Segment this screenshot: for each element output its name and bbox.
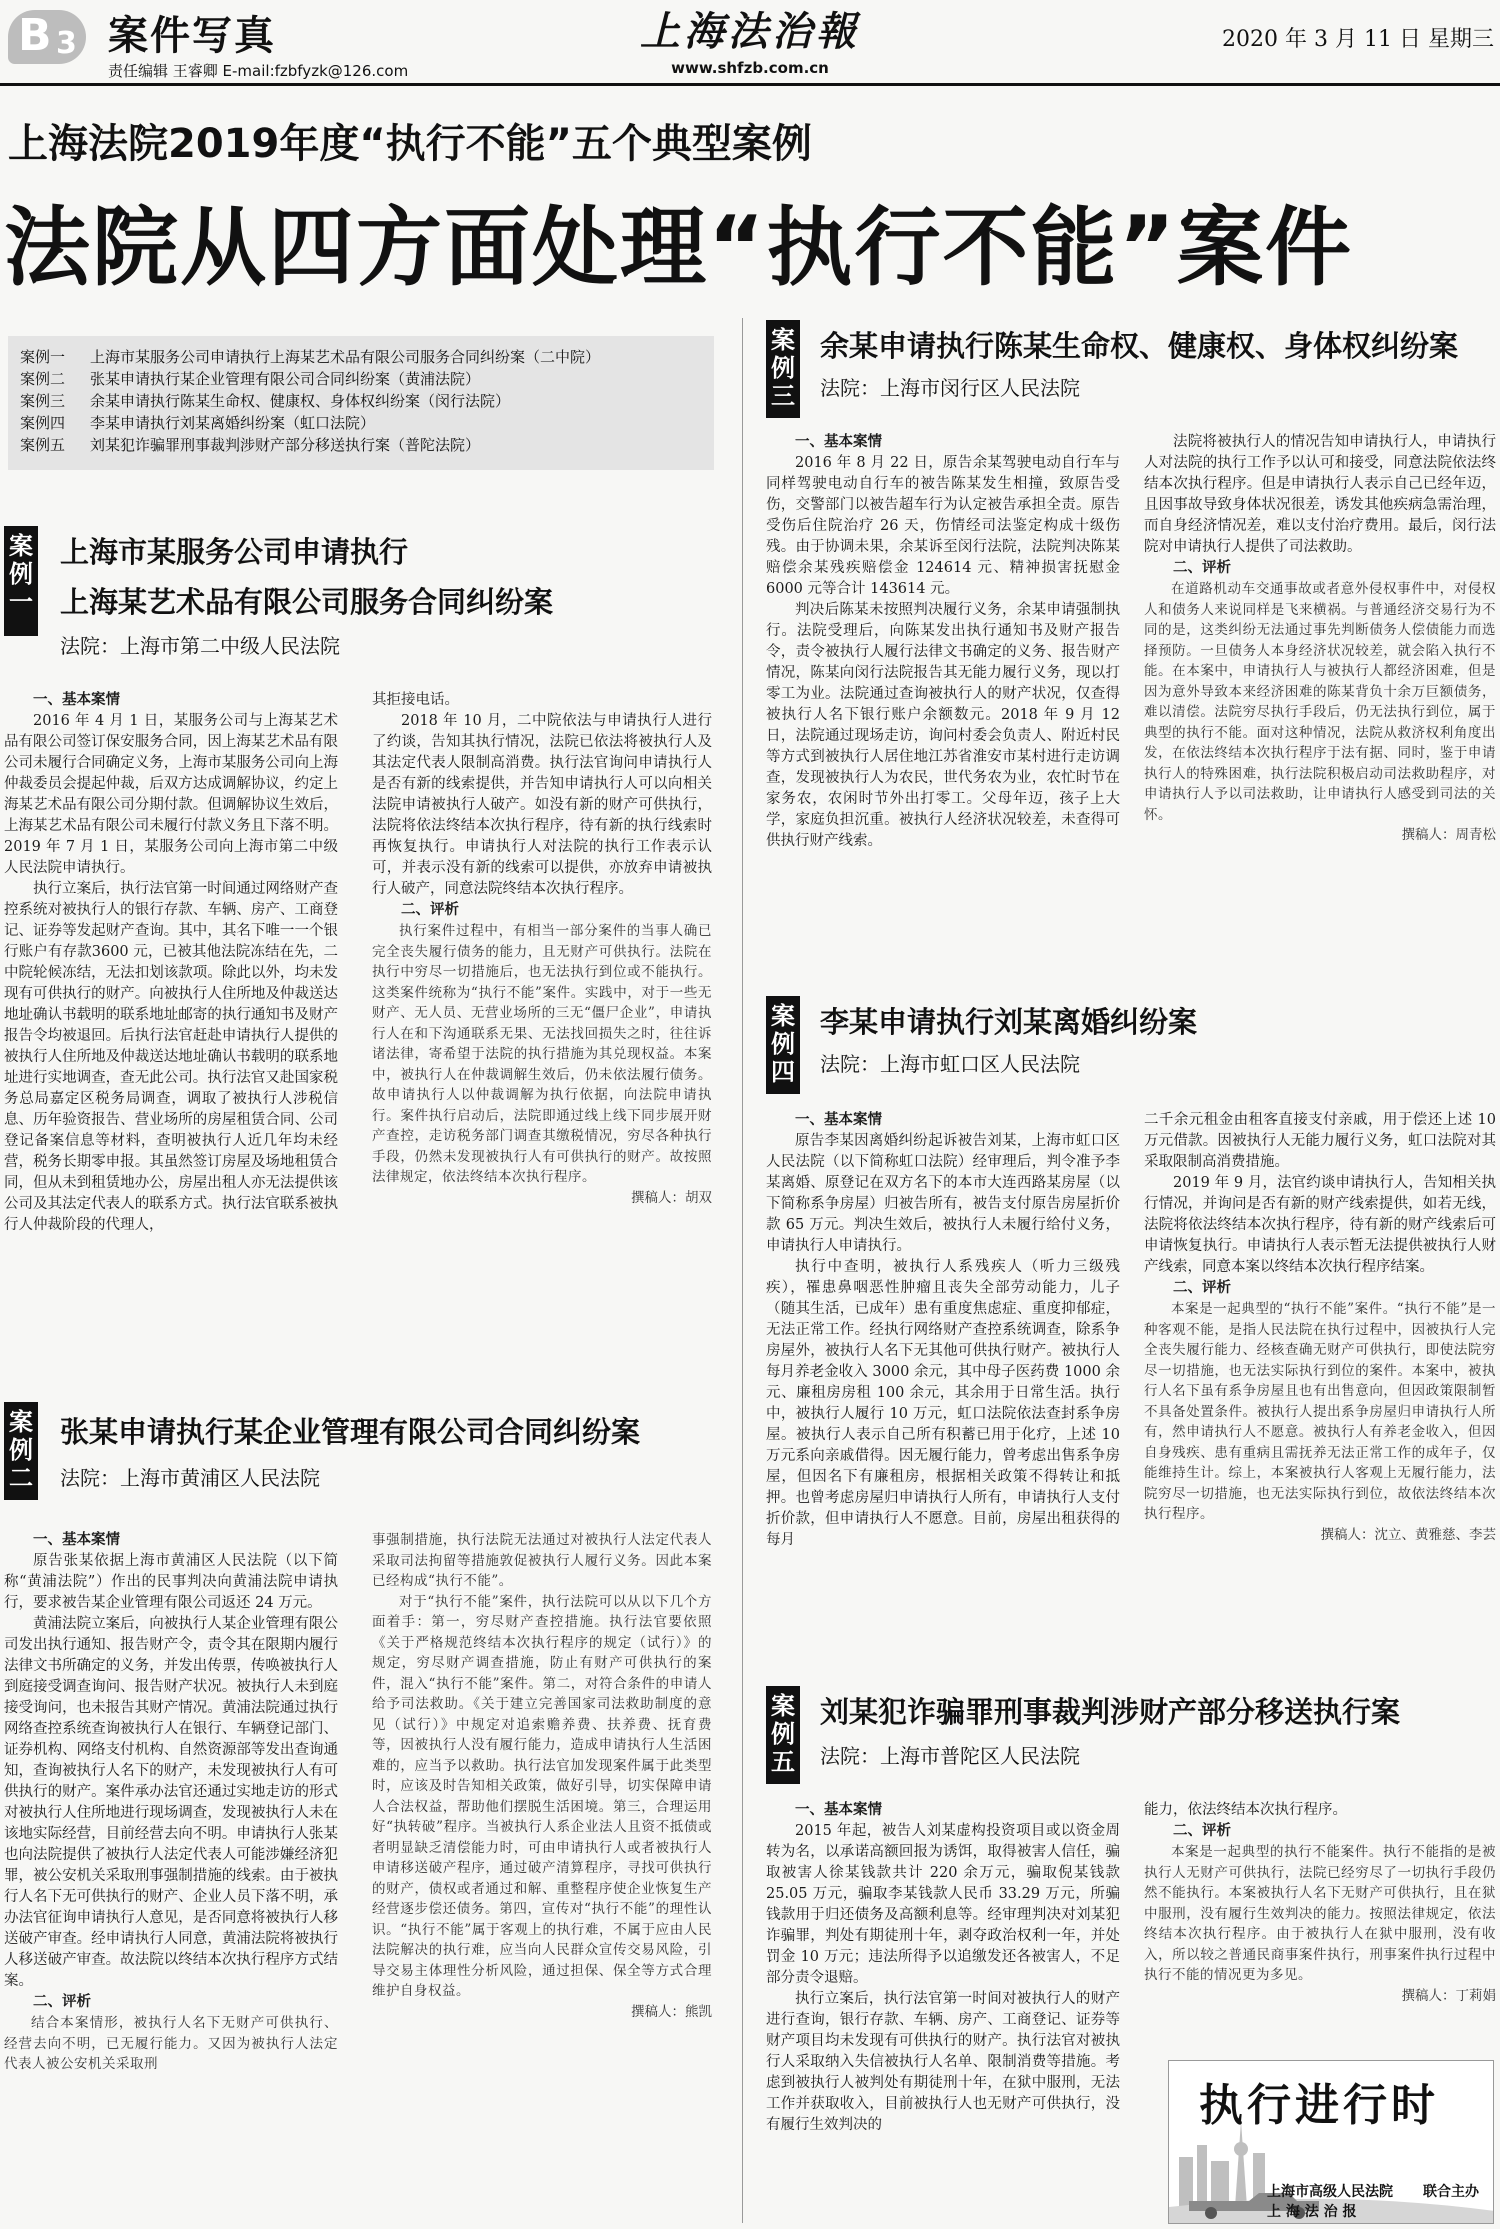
- case-index-row: 案例一 上海市某服务公司申请执行上海某艺术品有限公司服务合同纠纷案（二中院）: [20, 348, 601, 366]
- page-num: 3: [56, 26, 77, 61]
- paragraph: 黄浦法院立案后，向被执行人某企业管理有限公司发出执行通知、报告财产令，责令其在限期内履行法律文书所确定的义务，并发出传票，传唤被执行人到庭接受调查询问、报告财产状况。被执行人未到庭接受询问，也未报告其财产情况。黄浦法院通过执行网络查控系统查询被执行人在银行、车辆登记部门、证券机构、网络支付机构、自然资源部等发出查询通知，查询被执行人名下的财产，未发现被执行人有可供执行的财产。案件承办法官还通过实地走访的形式对被执行人住所地进行现场调查，发现被执行人未在该地实际经营，目前经营去向不明。申请执行人张某也向法院提供了被执行人法定代表人可能涉嫌经济犯罪，被公安机关采取刑事强制措施的线索。由于被执行人名下无可供执行的财产、企业人员下落不明，承办法官征询申请执行人意见，是否同意将被执行人移送破产审查。经申请执行人同意，黄浦法院将被执行人移送破产审查。故法院以终结本次执行程序方式结案。: [4, 1616, 338, 1989]
- commentary: 对于“执行不能”案件，执行法院可以从以下几个方面着手：第一，穷尽财产查控措施。执行法官要依照《关于严格规范终结本次执行程序的规定（试行）》的规定，穷尽财产调查措施，防止有财产可供执行的案件，混入“执行不能”案件。第二，对符合条件的申请人给予司法救助。《关于建立完善国家司法救助制度的意见（试行）》中规定对追索赡养费、扶养费、抚育费等，因被执行人没有履行能力，造成申请执行人生活困难的，应当予以救助。执行法官加发现案件属于此类型时，应该及时告知相关政策，做好引导，切实保障申请人合法权益，帮助他们摆脱生活困境。第三，合理运用好“执转破”程序。当被执行人系企业法人且资不抵债或者明显缺乏清偿能力时，可由申请执行人或者被执行人申请移送破产程序，通过破产清算程序，寻找可供执行的财产，债权或者通过和解、重整程序使企业恢复生产经营逐步偿还债务。第四，宣传对“执行不能”的理性认识。“执行不能”属于客观上的执行难，不属于应由人民法院解决的执行难，应当向人民群众宣传交易风险，引导交易主体理性分析风险，通过担保、保全等方式合理维护自身权益。: [372, 1593, 712, 1999]
- byline: 撰稿人：周青松: [1401, 827, 1496, 843]
- page-header: [0, 0, 1500, 86]
- editor-line: 责任编辑 王睿卿 E-mail:fzbfyzk@126.com: [108, 62, 409, 80]
- commentary: 本案是一起典型的执行不能案件。执行不能指的是被执行人无财产可供执行，法院已经穷尽了一切执行手段仍然不能执行。本案被执行人名下无财产可供执行，且在狱中服刑，没有履行生效判决的能力。按照法律规定，依法终结本次执行程序。由于被执行人在狱中服刑，没有收入，所以较之普通民商事案件执行，刑事案件执行过程中执行不能的情况更为多见。: [1144, 1844, 1496, 1983]
- case-tag: 案 例 四: [766, 996, 800, 1094]
- byline: 撰稿人：沈立、黄雅慈、李芸: [1320, 1526, 1496, 1543]
- paragraph: 执行中查明，被执行人系残疾人（听力三级残疾），罹患鼻咽恶性肿瘤且丧失全部劳动能力，儿子（随其生活，已成年）患有重度焦虑症、重度抑郁症，无法正常工作。经执行网络财产查控系统调查，除系争房屋外，被执行人名下无其他可供执行财产。被执行人每月养老金收入 3000 余元，其中母子医药费 1000 余元、廉租房房租 100 余元，其余用于日常生活。执行中，被执行人履行 10 万元，虹口法院依法查封系争房屋。被执行人表示自己所有积蓄已用于化疗，上述 10 万元系向亲戚借得。因无履行能力，曾考虑出售系争房屋，但因名下有廉租房，根据相关政策不得转让和抵押。也曾考虑房屋归申请执行人所有，申请执行人支付折价款，但申请执行人不愿意。目前，房屋出租获得的每月: [766, 1259, 1120, 1548]
- case-2-col-2: [372, 1530, 712, 2226]
- section-heading: 一、基本案情: [33, 692, 120, 708]
- case-index-row: 案例二 张某申请执行某企业管理有限公司合同纠纷案（黄浦法院）: [20, 370, 481, 388]
- paragraph: 2016 年 4 月 1 日，某服务公司与上海某艺术品有限公司签订保安服务合同，因上海某艺术品有限公司未履行合同确定义务，上海市某服务公司向上海仲裁委员会提起仲裁，后双方达成调解协议，约定上海某艺术品有限公司分期付款。但调解协议生效后，上海某艺术品有限公司未履行付款义务且下落不明。2019 年 7 月 1 日，某服务公司向上海市第二中级人民法院申请执行。: [4, 713, 338, 876]
- case-index-row: 案例三 余某申请执行陈某生命权、健康权、身体权纠纷案（闵行法院）: [20, 392, 511, 410]
- case-5-col-1: [766, 1800, 1120, 2226]
- section-heading: 一、基本案情: [795, 1112, 882, 1128]
- column-logo: [1168, 2060, 1494, 2224]
- paragraph: 能力，依法终结本次执行程序。: [1144, 1802, 1347, 1818]
- paragraph: 原告李某因离婚纠纷起诉被告刘某，上海市虹口区人民法院（以下简称虹口法院）经审理后，判令准予李某离婚、原登记在双方名下的本市大连西路某房屋（以下简称系争房屋）归被告所有，被告支付原告房屋折价款 65 万元。判决生效后，被执行人未履行给付义务，申请执行人申请执行。: [766, 1133, 1120, 1254]
- masthead: [630, 0, 870, 77]
- case-3-header: [766, 320, 1496, 420]
- case-4-header: [766, 996, 1496, 1096]
- commentary: 结合本案情形，被执行人名下无财产可供执行、经营去向不明，已无履行能力。又因为被执行人法定代表人被公安机关采取刑: [4, 2015, 338, 2072]
- case-court: 法院：上海市普陀区人民法院: [820, 1744, 1080, 1768]
- case-1-header: [4, 526, 714, 656]
- section-heading: 一、基本案情: [795, 434, 882, 450]
- case-2-col-1: [4, 1530, 338, 2226]
- case-1-col-1: [4, 690, 338, 1390]
- case-court: 法院：上海市第二中级人民法院: [60, 634, 340, 658]
- logo-org-2: 上 海 法 治 报: [1267, 2204, 1357, 2220]
- case-5-header: [766, 1686, 1496, 1786]
- case-tag: 案 例 三: [766, 320, 800, 418]
- section-heading: 一、基本案情: [33, 1532, 120, 1548]
- section-heading: 二、评析: [33, 1994, 91, 2010]
- byline: 撰稿人：熊凯: [631, 2003, 712, 2020]
- paragraph: 执行立案后，执行法官第一时间通过网络财产查控系统对被执行人的银行存款、车辆、房产、工商登记、证券等发起财产查询。其中，其名下唯一一个银行账户有存款3600 元，已被其他法院冻结在先，二中院轮候冻结，无法扣划该款项。除此以外，均未发现有可供执行的财产。向被执行人住所地及仲裁送达地址确认书载明的联系地址邮寄的执行通知书及财产报告令均被退回。后执行法官赶赴申请执行人提供的被执行人住所地及仲裁送达地址确认书载明的联系地址进行实地调查，查无此公司。执行法官又赴国家税务总局嘉定区税务局调查，调取了被执行人涉税信息、历年验资报告、营业场所的房屋租赁合同、公司登记备案信息等材料，查明被执行人近几年均未经营，税务长期零申报。其虽然签订房屋及场地租赁合同，但从未到租赁地办公，房屋出租人亦无法提供该公司及其法定代表人的联系方式。执行法官联系被执行人仲裁阶段的代理人，: [4, 881, 338, 1233]
- section-heading: 二、评析: [1173, 560, 1231, 576]
- paragraph: 原告张某依据上海市黄浦区人民法院（以下简称“黄浦法院”）作出的民事判决向黄浦法院申请执行，要求被告某企业管理有限公司返还 24 万元。: [4, 1553, 338, 1611]
- commentary: 在道路机动车交通事故或者意外侵权事件中，对侵权人和债务人来说同样是飞来横祸。与普通经济交易行为不同的是，这类纠纷无法通过事先判断债务人偿债能力而选择预防。一旦债务人本身经济状况较差，就会陷入执行不能。在本案中，申请执行人与被执行人都经济困难，但是因为意外导致本来经济困难的陈某背负十余万巨额债务，难以清偿。法院穷尽执行手段后，仍无法执行到位，属于典型的执行不能。面对这种情况，法院从救济权利角度出发，在依法终结本次执行程序于法有据、同时，鉴于申请执行人的特殊困难，执行法院积极启动司法救助程序，对申请执行人予以司法救助，让申请执行人感受到司法的关怀。: [1144, 581, 1496, 823]
- byline: 撰稿人：胡双: [631, 1189, 712, 1206]
- paragraph: 法院将被执行人的情况告知申请执行人，申请执行人对法院的执行工作予以认可和接受，同意法院依法终结本次执行程序。但是申请执行人表示自己已经年迈，且因事故导致身体状况很差，诱发其他疾病急需治理，而自身经济情况差，难以支付治疗费用。最后，闵行法院对申请执行人提供了司法救助。: [1144, 434, 1496, 555]
- paragraph: 其拒接电话。: [372, 692, 459, 708]
- paragraph: 2016 年 8 月 22 日，原告余某驾驶电动自行车与同样驾驶电动自行车的被告陈某发生相撞，致原告受伤，交警部门以被告超车行为认定被告承担全责。原告受伤后住院治疗 26 天，伤情经司法鉴定构成十级伤残。由于协调未果，余某诉至闵行法院，法院判决陈某赔偿余某残疾赔偿金 124614 元、精神损害抚慰金 6000 元等合计 143614 元。: [766, 455, 1120, 597]
- case-title: 上海市某服务公司申请执行: [60, 535, 409, 569]
- case-title-line2: 上海某艺术品有限公司服务合同纠纷案: [60, 585, 554, 619]
- commentary: 执行案件过程中，有相当一部分案件的当事人确已完全丧失履行债务的能力，且无财产可供执行。法院在执行中穷尽一切措施后，也无法执行到位或不能执行。这类案件统称为“执行不能”案件。实践中，对于一些无财产、无人员、无营业场所的三无“僵尸企业”，申请执行人在和下沟通联系无果、无法找回损失之时，往往诉诸法律，寄希望于法院的执行措施为其兑现权益。本案中，被执行人在仲裁调解生效后，仍未依法履行债务。故申请执行人以仲裁调解为执行依据，向法院申请执行。案件执行启动后，法院即通过线上线下同步展开财产查控，走访税务部门调查其缴税情况，穷尽各种执行手段，仍然未发现被执行人有可供执行的财产。故按照法律规定，依法终结本次执行程序。: [372, 923, 712, 1185]
- case-index-row: 案例五 刘某犯诈骗罪刑事裁判涉财产部分移送执行案（普陀法院）: [20, 436, 481, 454]
- paragraph: 2018 年 10 月，二中院依法与申请执行人进行了约谈，告知其执行情况，法院已依法将被执行人及其法定代表人限制高消费。执行法官询问申请执行人是否有新的线索提供，并告知申请执行人可以向相关法院申请被执行人破产。如没有新的财产可供执行，法院将依法终结本次执行程序，待有新的执行线索时再恢复执行。申请执行人对法院的执行工作表示认可，并表示没有新的线索可以提供，亦放弃申请被执行人破产，同意法院终结本次执行程序。: [372, 713, 712, 897]
- masthead-name: 上海法治報: [640, 8, 860, 55]
- headline: 法院从四方面处理“执行不能”案件: [4, 198, 1354, 298]
- column-divider: [742, 318, 743, 2223]
- case-tag: 案 例 五: [766, 1686, 800, 1784]
- kicker: 上海法院2019年度“执行不能”五个典型案例: [8, 121, 812, 167]
- paragraph: 判决后陈某未按照判决履行义务，余某申请强制执行。法院受理后，向陈某发出执行通知书及财产报告令，责令被执行人履行法律文书确定的义务、报告财产情况，陈某向闵行法院报告其无能力履行义务，现以打零工为业。法院通过查询被执行人的财产状况，仅查得被执行人名下银行账户余额数元。2018 年 9 月 12 日，法院通过现场走访，询问村委会负责人、附近村民等方式到被执行人居住地江苏省淮安市某村进行走访调查，发现被执行人为农民，世代务农为业，农忙时节在家务农，农闲时节外出打零工。父母年迈，孩子上大学，家庭负担沉重。被执行人经济状况较差，未查得可供执行财产线索。: [766, 602, 1120, 849]
- issue-date: 2020 年 3 月 11 日 星期三: [1222, 27, 1494, 52]
- case-3-col-2: [1144, 432, 1496, 1002]
- case-title: 张某申请执行某企业管理有限公司合同纠纷案: [60, 1415, 641, 1449]
- paragraph: 执行立案后，执行法官第一时间对被执行人的财产进行查询，银行存款、车辆、房产、工商登记、证券等财产项目均未发现有可供执行的财产。执行法官对被执行人采取纳入失信被执行人名单、限制消费等措施。考虑到被执行人被判处有期徒刑十年，在狱中服刑，无法工作并获取收入，目前被执行人也无财产可供执行，没有履行生效判决的: [766, 1991, 1120, 2133]
- case-index-row: 案例四 李某申请执行刘某离婚纠纷案（虹口法院）: [20, 414, 376, 432]
- logo-org-1: 上海市高级人民法院: [1267, 2184, 1393, 2200]
- logo-co-host: 联合主办: [1423, 2184, 1479, 2200]
- case-index: [8, 336, 714, 470]
- paragraph: 2015 年起，被告人刘某虚构投资项目或以资金周转为名，以承诺高额回报为诱饵，取得被害人信任，骗取被害人徐某钱款共计 220 余万元，骗取倪某钱款 25.05 万元，骗取李某钱款人民币 33.29 万元，所骗钱款用于归还债务及高额利息等。经审理判决对刘某犯诈骗罪，判处有期徒刑十年，剥夺政治权利一年，并处罚金 10 万元；违法所得予以追缴发还各被害人，不足部分责令退赔。: [766, 1823, 1120, 1986]
- case-court: 法院：上海市闵行区人民法院: [820, 376, 1080, 400]
- case-court: 法院：上海市黄浦区人民法院: [60, 1466, 320, 1490]
- case-3-col-1: [766, 432, 1120, 1002]
- case-tag: 案 例 二: [4, 1402, 38, 1500]
- case-court: 法院：上海市虹口区人民法院: [820, 1052, 1080, 1076]
- case-title: 李某申请执行刘某离婚纠纷案: [820, 1005, 1198, 1039]
- page-number-badge: [8, 6, 88, 66]
- page-letter: B: [18, 10, 52, 61]
- section-heading: 二、评析: [1173, 1823, 1231, 1839]
- logo-title: 执行进行时: [1199, 2080, 1439, 2131]
- case-5-col-2: [1144, 1800, 1496, 2054]
- case-2-header: [4, 1402, 714, 1502]
- section-heading: 二、评析: [1173, 1280, 1231, 1296]
- paragraph: 二千余元租金由租客直接支付亲戚，用于偿还上述 10 万元借款。因被执行人无能力履行义务，虹口法院对其采取限制高消费措施。: [1144, 1112, 1496, 1170]
- paragraph: 2019 年 9 月，法官约谈申请执行人，告知相关执行情况，并询问是否有新的财产线索提供，如若无线，法院将依法终结本次执行程序，待有新的财产线索后可申请恢复执行。申请执行人表示暂无法提供被执行人财产线索，同意本案以终结本次执行程序结案。: [1144, 1175, 1496, 1275]
- case-4-col-1: [766, 1110, 1120, 1678]
- byline: 撰稿人：丁莉娟: [1401, 1987, 1496, 2004]
- case-tag: 案 例 一: [4, 526, 38, 636]
- section-heading: 一、基本案情: [795, 1802, 882, 1818]
- case-title: 刘某犯诈骗罪刑事裁判涉财产部分移送执行案: [820, 1695, 1401, 1729]
- case-title: 余某申请执行陈某生命权、健康权、身体权纠纷案: [820, 329, 1459, 363]
- section-heading: 二、评析: [401, 902, 459, 918]
- masthead-url: www.shfzb.com.cn: [671, 59, 829, 77]
- commentary: 本案是一起典型的“执行不能”案件。“执行不能”是一种客观不能，是指人民法院在执行过程中，因被执行人完全丧失履行能力、经核查确无财产可供执行，即使法院穷尽一切措施，也无法实际执行到位的案件。本案中，被执行人名下虽有系争房屋且也有出售意向，但因政策限制暂不具备处置条件。被执行人提出系争房屋归申请执行人所有，然申请执行人不愿意。被执行人有养老金收入，但因自身残疾、患有重病且需抚养无法正常工作的成年子，仅能维持生计。综上，本案被执行人客观上无履行能力，法院穷尽一切措施，也无法实际执行到位，故依法终结本次执行程序。: [1144, 1301, 1496, 1522]
- case-4-col-2: [1144, 1110, 1496, 1678]
- case-1-col-2: [372, 690, 712, 1390]
- section-name: 案件写真: [108, 13, 276, 59]
- commentary: 事强制措施，执行法院无法通过对被执行人法定代表人采取司法拘留等措施敦促被执行人履行义务。因此本案已经构成“执行不能”。: [372, 1532, 712, 1589]
